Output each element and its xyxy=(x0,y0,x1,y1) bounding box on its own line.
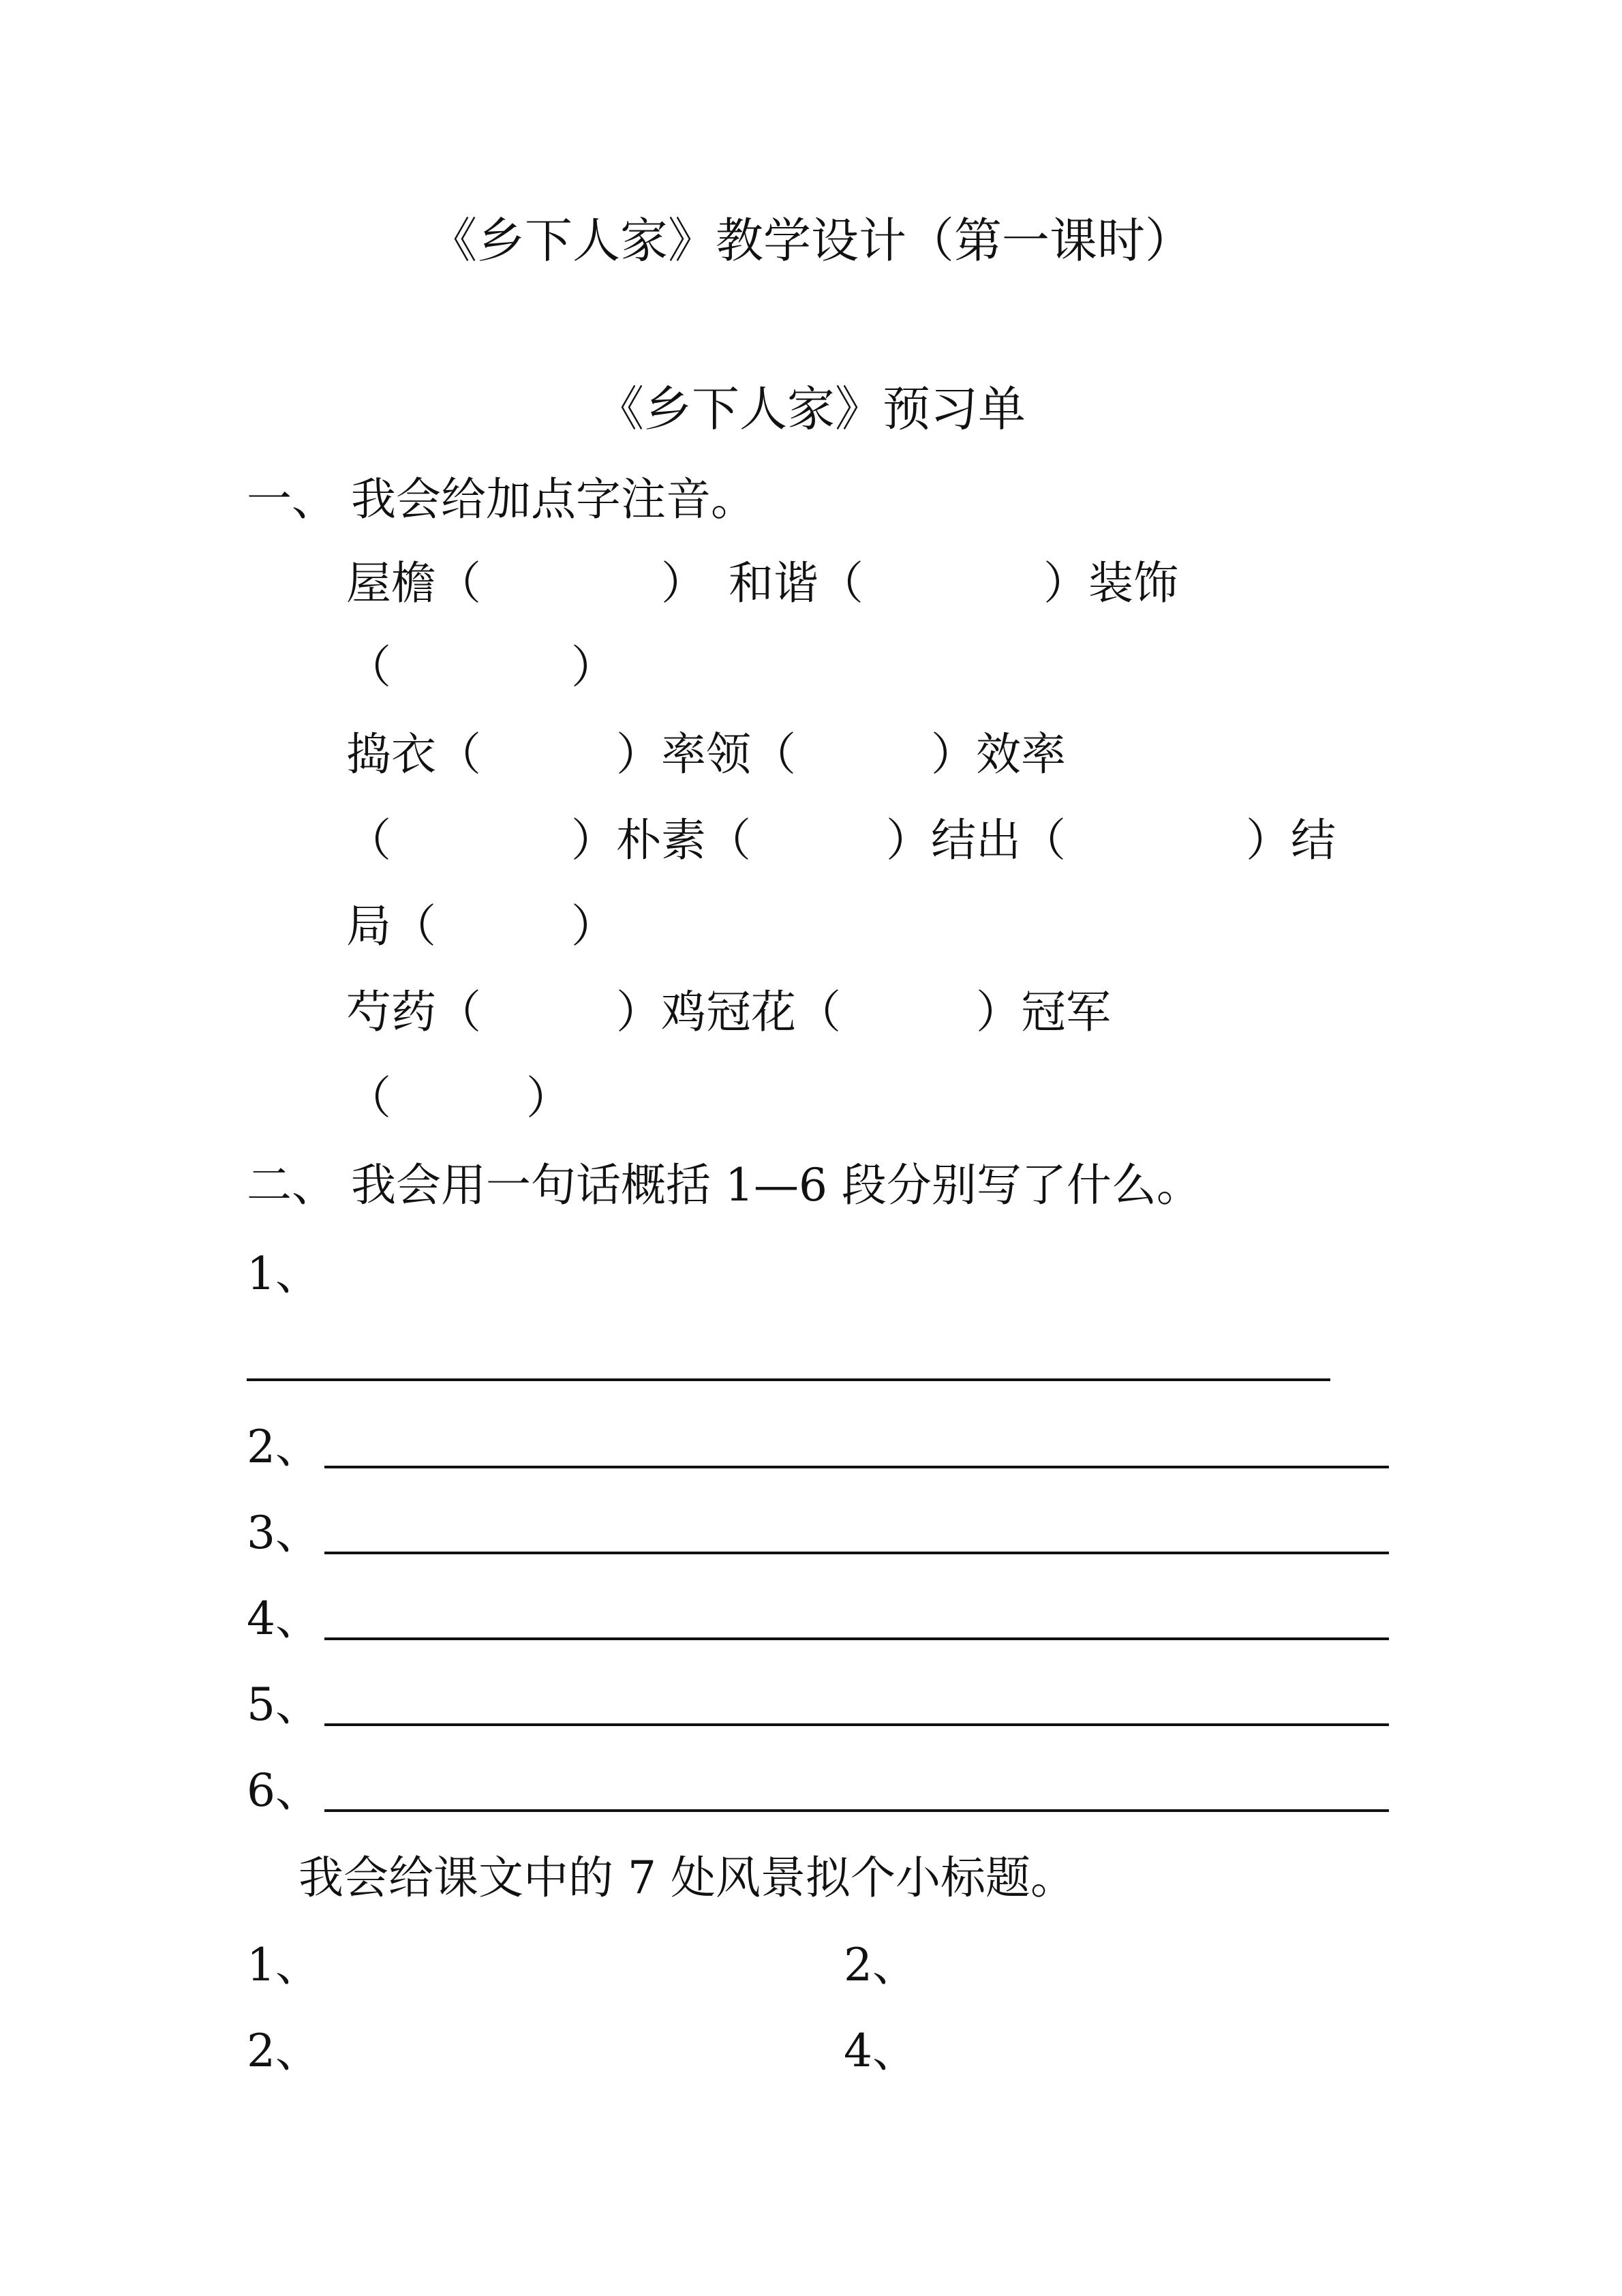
subtitle-item-b: 2、 xyxy=(844,1939,917,1991)
summary-item-3-label: 3、 xyxy=(247,1507,320,1559)
subtitle-item-a: 1、 xyxy=(247,1939,320,1991)
section2-heading: 二、 我会用一句话概括 1—6 段分别写了什么。 xyxy=(247,1159,1202,1211)
pinyin-line-5: 局（ ） xyxy=(346,900,616,952)
summary-item-1-line xyxy=(247,1378,1330,1381)
summary-item-3-line xyxy=(324,1552,1389,1554)
pinyin-line-1: 屋檐（ ） 和谐（ ）装饰 xyxy=(346,557,1178,609)
summary-item-1-label: 1、 xyxy=(247,1248,320,1300)
summary-item-6-line xyxy=(324,1809,1389,1812)
section1-heading: 一、 我会给加点字注音。 xyxy=(247,473,756,526)
document-subtitle: 《乡下人家》预习单 xyxy=(596,381,1026,437)
pinyin-line-2: （ ） xyxy=(346,641,616,693)
section3-heading: 我会给课文中的 7 处风景拟个小标题。 xyxy=(299,1852,1075,1904)
pinyin-line-4: （ ）朴素（ ）结出（ ）结 xyxy=(346,814,1336,866)
subtitle-item-d: 4、 xyxy=(844,2025,917,2077)
summary-item-5-line xyxy=(324,1723,1389,1726)
pinyin-line-6: 芍药（ ）鸡冠花（ ）冠军 xyxy=(346,986,1111,1038)
pinyin-line-7: （ ） xyxy=(346,1072,571,1124)
summary-item-4-line xyxy=(324,1637,1389,1640)
document-title: 《乡下人家》教学设计（第一课时） xyxy=(429,213,1193,269)
summary-item-2-label: 2、 xyxy=(247,1421,320,1473)
summary-item-6-label: 6、 xyxy=(247,1764,320,1817)
subtitle-item-c: 2、 xyxy=(247,2025,320,2077)
summary-item-4-label: 4、 xyxy=(247,1592,320,1645)
pinyin-line-3: 捣衣（ ）率领（ ）效率 xyxy=(346,728,1066,781)
summary-item-5-label: 5、 xyxy=(247,1678,320,1731)
summary-item-2-line xyxy=(324,1466,1389,1468)
